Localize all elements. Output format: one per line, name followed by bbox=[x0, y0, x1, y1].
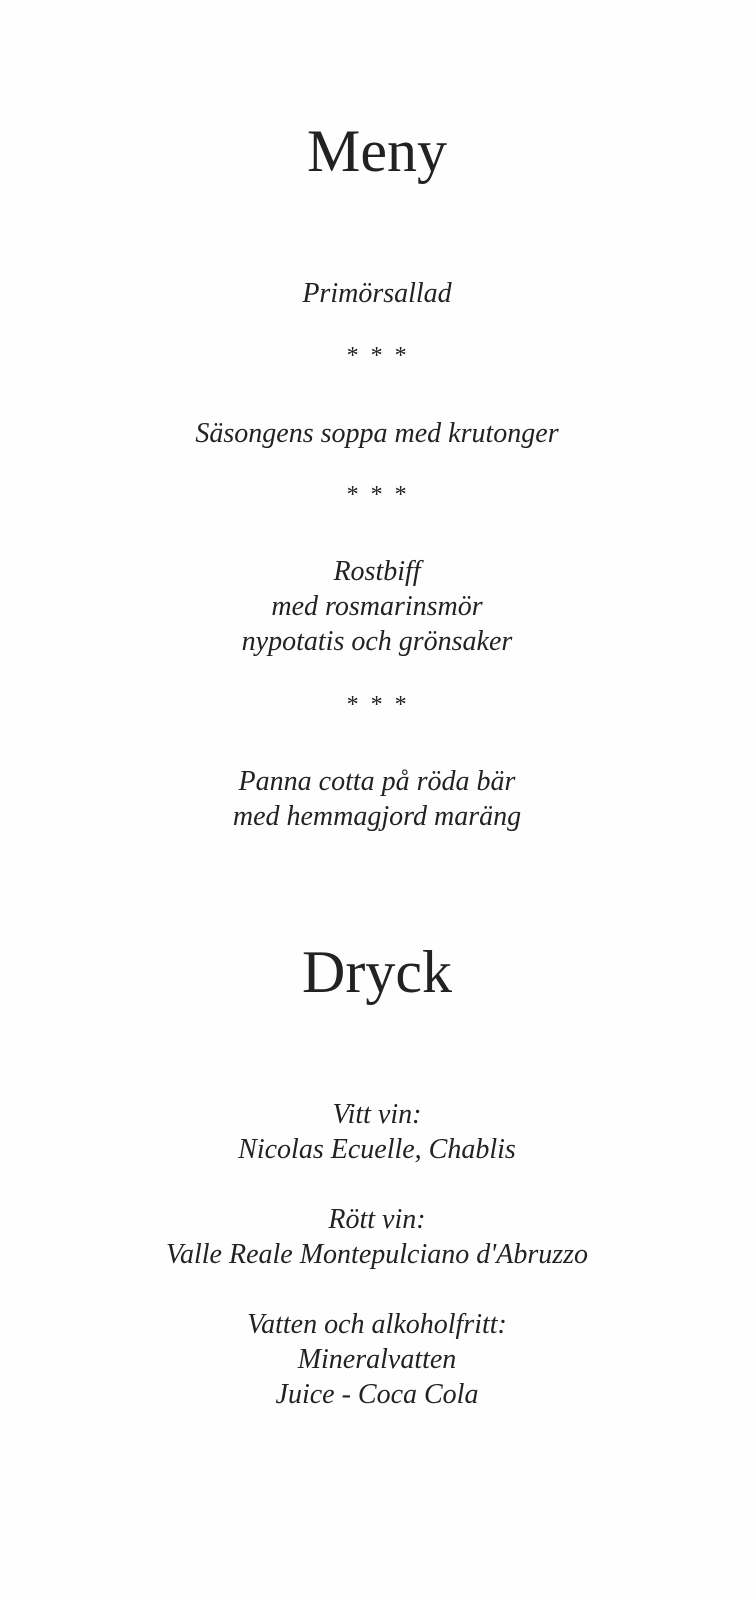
course-main-line-3: nypotatis och grönsaker bbox=[241, 626, 513, 657]
menu-title: Meny bbox=[307, 118, 447, 184]
course-dessert-line-2: med hemmagjord maräng bbox=[232, 801, 522, 832]
drink-group-label-red-wine: Rött vin: bbox=[328, 1204, 426, 1235]
course-separator: * * * bbox=[345, 482, 409, 508]
course-separator: * * * bbox=[345, 692, 409, 718]
drink-item-red-wine: Valle Reale Montepulciano d'Abruzzo bbox=[165, 1239, 589, 1270]
drink-item-mineral-water: Mineralvatten bbox=[297, 1344, 457, 1375]
drink-item-juice-coke: Juice - Coca Cola bbox=[275, 1379, 479, 1410]
course-soup: Säsongens soppa med krutonger bbox=[195, 418, 559, 449]
course-main-line-1: Rostbiff bbox=[333, 556, 421, 587]
course-starter: Primörsallad bbox=[302, 278, 452, 309]
drink-item-white-wine: Nicolas Ecuelle, Chablis bbox=[238, 1134, 516, 1165]
course-dessert-line-1: Panna cotta på röda bär bbox=[238, 766, 516, 797]
course-main-line-2: med rosmarinsmör bbox=[271, 591, 483, 622]
drink-group-label-non-alcoholic: Vatten och alkoholfritt: bbox=[247, 1309, 507, 1340]
drink-group-label-white-wine: Vitt vin: bbox=[332, 1099, 422, 1130]
course-separator: * * * bbox=[345, 343, 409, 369]
drinks-title: Dryck bbox=[302, 939, 452, 1005]
